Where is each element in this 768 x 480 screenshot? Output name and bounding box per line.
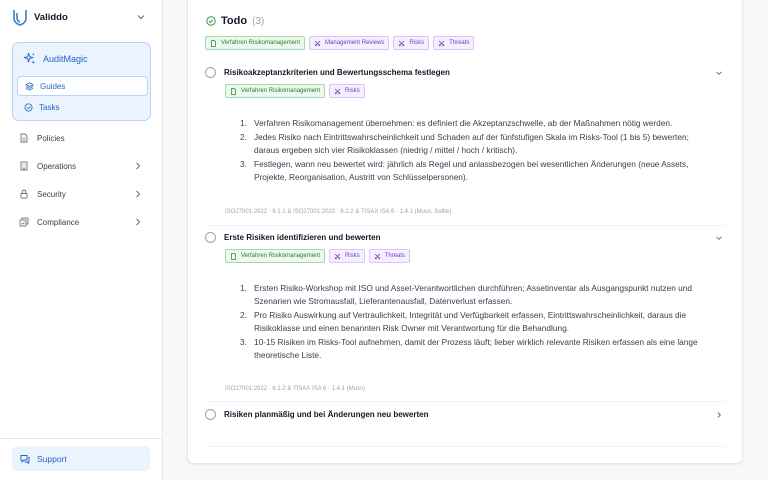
task-title: Erste Risiken identifizieren und bewerten <box>224 233 381 242</box>
support-label: Support <box>37 453 67 464</box>
brand[interactable] <box>12 8 147 26</box>
tag-management-reviews[interactable] <box>309 36 389 50</box>
layers-icon <box>25 82 34 91</box>
chevron-right-icon[interactable] <box>714 410 724 420</box>
brand-name: Validdo <box>34 11 68 23</box>
section-title: Todo <box>221 15 248 27</box>
task-row-3[interactable] <box>205 409 428 420</box>
todo-header <box>206 15 264 27</box>
sidebar-item-label: Tasks <box>39 102 60 112</box>
task-row-2[interactable] <box>205 232 380 243</box>
task-step: 1. Verfahren Risikomanagement übernehmen: es definiert die Akzeptanzschwelle, ab der Maßnahmen nötig werden. <box>240 118 673 128</box>
task-step: 2. Jedes Risiko nach Eintrittswahrscheinlichkeit und Schaden auf der fünfstufigen Skala im Risks-Tool (1 bis 5) bewerten; daraus ergeben sich vier Risikoklassen (niedrig / mittel / hoch / kritisch). <box>240 132 689 155</box>
crossed-swords-icon <box>374 253 381 260</box>
chevron-down-icon[interactable] <box>714 68 724 78</box>
sidebar-item-label: Security <box>37 189 66 199</box>
sidebar <box>0 0 163 480</box>
task-row-1[interactable] <box>205 67 450 78</box>
chevron-down-icon[interactable] <box>135 11 147 23</box>
chat-icon <box>20 454 30 464</box>
task-step: 1. Ersten Risiko-Workshop mit ISO und Asset-Verantwortlichen durchführen; Assetinventar als Ausgangspunkt nutzen und Szenarien wie Stromausfall, Lieferantenausfall, Datenverlust erfassen. <box>240 283 692 306</box>
task-title: Risikoakzeptanzkriterien und Bewertungsschema festlegen <box>224 68 450 77</box>
crossed-swords-icon <box>438 40 445 47</box>
document-icon <box>19 133 29 143</box>
crossed-swords-icon <box>314 40 321 47</box>
crossed-swords-icon <box>334 88 341 95</box>
task-checkbox[interactable] <box>205 232 216 243</box>
tag-threats[interactable] <box>369 249 410 263</box>
sidebar-item-policies[interactable] <box>19 130 145 146</box>
task-references: ISO27001:2022 · 6.1.1 & ISO27001:2022 · 6.1.2 & TISAX ISA 6 · 1.4.1 (Muss, Sollte) <box>225 209 452 215</box>
sidebar-item-guides[interactable] <box>17 76 148 96</box>
task-checkbox[interactable] <box>205 67 216 78</box>
tag-verfahren-risikomanagement[interactable] <box>225 249 325 263</box>
task-step: 3. 10-15 Risiken im Risks-Tool aufnehmen, damit der Prozess läuft; lieber wirklich relevante Risiken erfassen als eine lange theoretische Liste. <box>240 337 698 360</box>
tag-label: Verfahren Risikomanagement <box>221 40 301 46</box>
document-icon <box>210 40 217 47</box>
validdo-logo-icon <box>12 8 28 26</box>
task-steps <box>225 282 705 363</box>
task-references: ISO27001:2022 · 6.1.2 & TISAX ISA 6 · 1.4.1 (Muss) <box>225 386 365 392</box>
sidebar-item-security[interactable] <box>19 186 145 202</box>
section-tags <box>205 36 474 50</box>
app-card-auditmagic <box>12 42 151 121</box>
app-title: AuditMagic <box>43 53 88 64</box>
task-tags <box>225 84 365 98</box>
tag-label: Verfahren Risikomanagement <box>241 253 321 259</box>
divider <box>205 225 725 226</box>
tag-label: Verfahren Risikomanagement <box>241 88 321 94</box>
sidebar-item-label: Policies <box>37 133 65 143</box>
support-button[interactable] <box>12 446 150 471</box>
divider <box>205 446 725 447</box>
sidebar-item-tasks[interactable] <box>17 97 148 117</box>
chevron-right-icon <box>133 217 143 227</box>
chevron-right-icon <box>133 161 143 171</box>
lock-icon <box>19 189 29 199</box>
tag-label: Risks <box>345 88 360 94</box>
tag-label: Risks <box>345 253 360 259</box>
tag-verfahren-risikomanagement[interactable] <box>205 36 305 50</box>
tag-label: Management Reviews <box>325 40 385 46</box>
crossed-swords-icon <box>398 40 405 47</box>
section-count: (3) <box>252 15 265 27</box>
chevron-right-icon <box>133 189 143 199</box>
task-title: Risiken planmäßig und bei Änderungen neu bewerten <box>224 410 429 419</box>
tag-label: Risks <box>409 40 425 46</box>
task-step: 2. Pro Risiko Auswirkung auf Vertraulichkeit, Integrität und Verfügbarkeit erfassen, Eintrittswahrscheinlichkeit, daraus die Risikoklasse und einen benannten Risk Owner mit Verantwortung für die Behandlung. <box>240 310 687 333</box>
crossed-swords-icon <box>334 253 341 260</box>
sidebar-item-operations[interactable] <box>19 158 145 174</box>
todo-card <box>187 0 743 464</box>
compliance-icon <box>19 217 29 227</box>
check-circle-icon <box>206 16 216 26</box>
sidebar-item-compliance[interactable] <box>19 214 145 230</box>
tag-risks[interactable] <box>329 249 365 263</box>
sidebar-item-label: Operations <box>37 161 77 171</box>
sidebar-divider <box>0 438 163 439</box>
sidebar-item-label: Compliance <box>37 217 80 227</box>
tag-label: Threats <box>384 253 406 259</box>
divider <box>205 401 725 402</box>
tag-label: Threats <box>449 40 470 46</box>
sparkles-icon <box>23 52 36 65</box>
sidebar-item-label: Guides <box>40 81 66 91</box>
tag-risks[interactable] <box>393 36 429 50</box>
tag-verfahren-risikomanagement[interactable] <box>225 84 325 98</box>
app-header[interactable] <box>23 52 88 65</box>
check-circle-icon <box>24 103 33 112</box>
task-steps <box>225 117 705 185</box>
tag-threats[interactable] <box>433 36 474 50</box>
tag-risks[interactable] <box>329 84 365 98</box>
task-step: 3. Festlegen, wann neu bewertet wird: jährlich als Regel und anlassbezogen bei wesentlichen Änderungen (neue Assets, Projekte, Reorganisation, Austritt von Schlüsselpersonen). <box>240 159 689 182</box>
document-icon <box>230 253 237 260</box>
document-icon <box>230 88 237 95</box>
chevron-down-icon[interactable] <box>714 233 724 243</box>
building-icon <box>19 161 29 171</box>
task-checkbox[interactable] <box>205 409 216 420</box>
task-tags <box>225 249 410 263</box>
